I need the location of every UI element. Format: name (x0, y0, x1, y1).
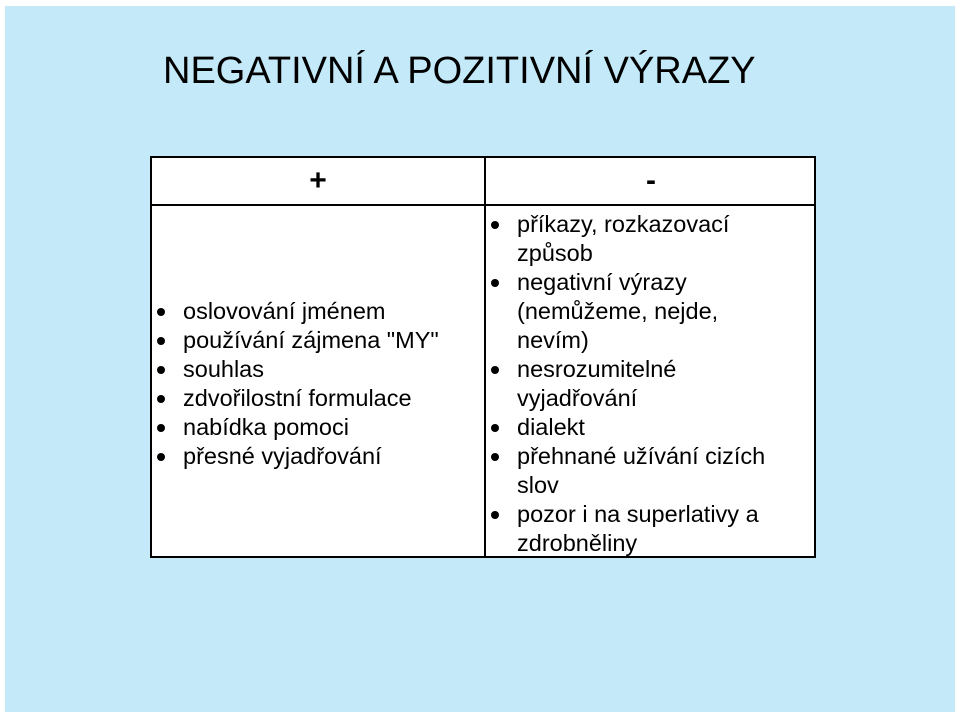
list-item-line: (nemůžeme, nejde, (517, 298, 719, 324)
list-item-line: zdrobněliny (517, 530, 638, 556)
list-item-line: nevím) (517, 327, 589, 353)
list-item-line: způsob (517, 240, 593, 266)
negative-column-header: - (646, 164, 656, 197)
list-item-line: přehnané užívání cizích (517, 443, 766, 469)
list-item-line: pozor i na superlativy a (517, 501, 759, 527)
list-item (152, 355, 484, 384)
list-item-line: negativní výrazy (517, 269, 687, 295)
list-item-line: příkazy, rozkazovací (517, 211, 730, 237)
positive-list (152, 297, 484, 471)
list-item (486, 500, 816, 558)
bullet-icon (491, 366, 499, 374)
negative-list (486, 210, 816, 558)
list-item-text: zdvořilostní formulace (183, 385, 412, 411)
bullet-icon (157, 453, 165, 461)
list-item (486, 268, 816, 355)
list-item (486, 442, 816, 500)
slide (5, 6, 955, 712)
slide-title: NEGATIVNÍ A POZITIVNÍ VÝRAZY (163, 50, 756, 92)
list-item (152, 297, 484, 326)
bullet-icon (491, 424, 499, 432)
bullet-icon (157, 308, 165, 316)
bullet-icon (157, 424, 165, 432)
list-item-text: přesné vyjadřování (183, 443, 382, 469)
list-item-line: nesrozumitelné (517, 356, 677, 382)
comparison-table (150, 156, 816, 558)
bullet-icon (157, 337, 165, 345)
list-item-line: vyjadřování (517, 385, 638, 411)
bullet-icon (491, 511, 499, 519)
bullet-icon (157, 366, 165, 374)
list-item (152, 413, 484, 442)
positive-column-header: + (309, 164, 327, 197)
bullet-icon (157, 395, 165, 403)
list-item (486, 210, 816, 268)
list-item (152, 442, 484, 471)
list-item (486, 413, 816, 442)
list-item (152, 326, 484, 355)
list-item (486, 355, 816, 413)
bullet-icon (491, 221, 499, 229)
bullet-icon (491, 453, 499, 461)
list-item (152, 384, 484, 413)
list-item-text: oslovování jménem (183, 298, 386, 324)
bullet-icon (491, 279, 499, 287)
list-item-line: slov (517, 472, 559, 498)
list-item-text: souhlas (183, 356, 264, 382)
header-divider (152, 204, 814, 206)
list-item-text: nabídka pomoci (183, 414, 349, 440)
list-item-line: dialekt (517, 414, 585, 440)
list-item-text: používání zájmena "MY" (183, 327, 439, 353)
